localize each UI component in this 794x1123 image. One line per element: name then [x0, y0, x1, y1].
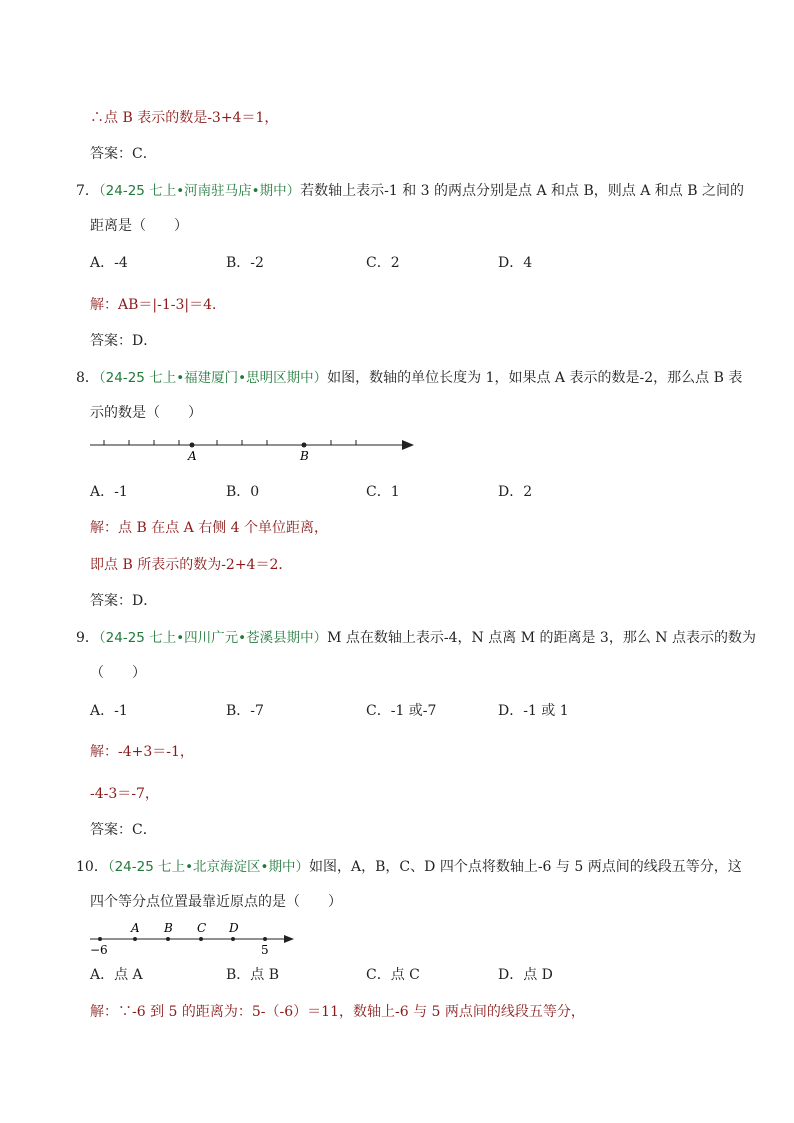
q7-option-a: A．-4 — [90, 255, 128, 271]
point-c-label: C — [197, 921, 207, 935]
q8-answer: 答案：D． — [90, 593, 158, 609]
q7-option-b: B．-2 — [226, 255, 264, 271]
point-b-label: B — [300, 449, 309, 463]
point-a-label: A — [131, 921, 140, 935]
q10-solution: 解：∵-6 到 5 的距离为：5-（-6）＝11，数轴上-6 与 5 两点间的线段五等分， — [90, 1004, 585, 1020]
q8-option-d: D．2 — [498, 484, 533, 500]
right-end-label: 5 — [261, 943, 269, 957]
q8-option-b: B．0 — [226, 484, 260, 500]
question-text: 如图，数轴的单位长度为 1，如果点 A 表示的数是-2，那么点 B 表 — [327, 370, 743, 386]
question-9-stem-cont: （ ） — [90, 665, 146, 681]
point-b-label: B — [164, 921, 173, 935]
question-8-stem-cont: 示的数是（ ） — [90, 405, 202, 421]
previous-solution-line: ∴点 B 表示的数是-3+4＝1， — [90, 110, 279, 126]
question-text: 若数轴上表示-1 和 3 的两点分别是点 A 和点 B，则点 A 和点 B 之间的 — [300, 183, 744, 199]
q7-solution: 解：AB＝|-1-3|＝4． — [90, 297, 227, 313]
question-number: 9． — [76, 630, 99, 646]
question-text: M 点在数轴上表示-4，N 点离 M 的距离是 3，那么 N 点表示的数为 — [327, 630, 756, 646]
q7-option-c: C．2 — [366, 255, 400, 271]
question-9-stem — [76, 628, 756, 648]
q7-option-d: D．4 — [498, 255, 533, 271]
question-number: 7． — [76, 183, 99, 199]
q9-solution-2: -4-3＝-7， — [90, 786, 159, 802]
q10-option-b: B．点 B — [226, 967, 280, 983]
point-d-label: D — [229, 921, 239, 935]
point-a-label: A — [188, 449, 197, 463]
q10-option-d: D．点 D — [498, 967, 553, 983]
question-source: （24-25 七上•河南驻马店•期中） — [98, 183, 301, 199]
question-8-stem — [76, 368, 742, 388]
question-7-stem — [76, 181, 744, 201]
q9-option-d: D．-1 或 1 — [498, 703, 569, 719]
q9-answer: 答案：C． — [90, 822, 157, 838]
q10-option-c: C．点 C — [366, 967, 420, 983]
question-text: 如图，A，B，C、D 四个点将数轴上-6 与 5 两点间的线段五等分，这 — [309, 859, 742, 875]
q7-answer: 答案：D． — [90, 333, 158, 349]
q9-option-c: C．-1 或-7 — [366, 703, 437, 719]
question-number: 8． — [76, 370, 99, 386]
q8-number-line-figure — [88, 434, 418, 466]
q10-number-line-figure — [88, 918, 298, 958]
left-end-label: −6 — [90, 943, 108, 957]
question-source: （24-25 七上•四川广元•苍溪县期中） — [98, 630, 328, 646]
question-source: （24-25 七上•北京海淀区•期中） — [107, 859, 310, 875]
question-7-stem-cont: 距离是（ ） — [90, 218, 188, 234]
q9-option-b: B．-7 — [226, 703, 264, 719]
q9-solution-1: 解：-4+3＝-1， — [90, 744, 194, 760]
q8-solution-1: 解：点 B 在点 A 右侧 4 个单位距离， — [90, 520, 329, 536]
q9-option-a: A．-1 — [90, 703, 128, 719]
question-10-stem-cont: 四个等分点位置最靠近原点的是（ ） — [90, 894, 342, 910]
q8-option-a: A．-1 — [90, 484, 128, 500]
q10-option-a: A．点 A — [90, 967, 143, 983]
previous-answer: 答案：C． — [90, 146, 157, 162]
q8-solution-2: 即点 B 所表示的数为-2+4＝2． — [90, 557, 293, 573]
question-number: 10． — [76, 859, 108, 875]
question-source: （24-25 七上•福建厦门•思明区期中） — [98, 370, 328, 386]
question-10-stem — [76, 857, 742, 877]
q8-option-c: C．1 — [366, 484, 400, 500]
